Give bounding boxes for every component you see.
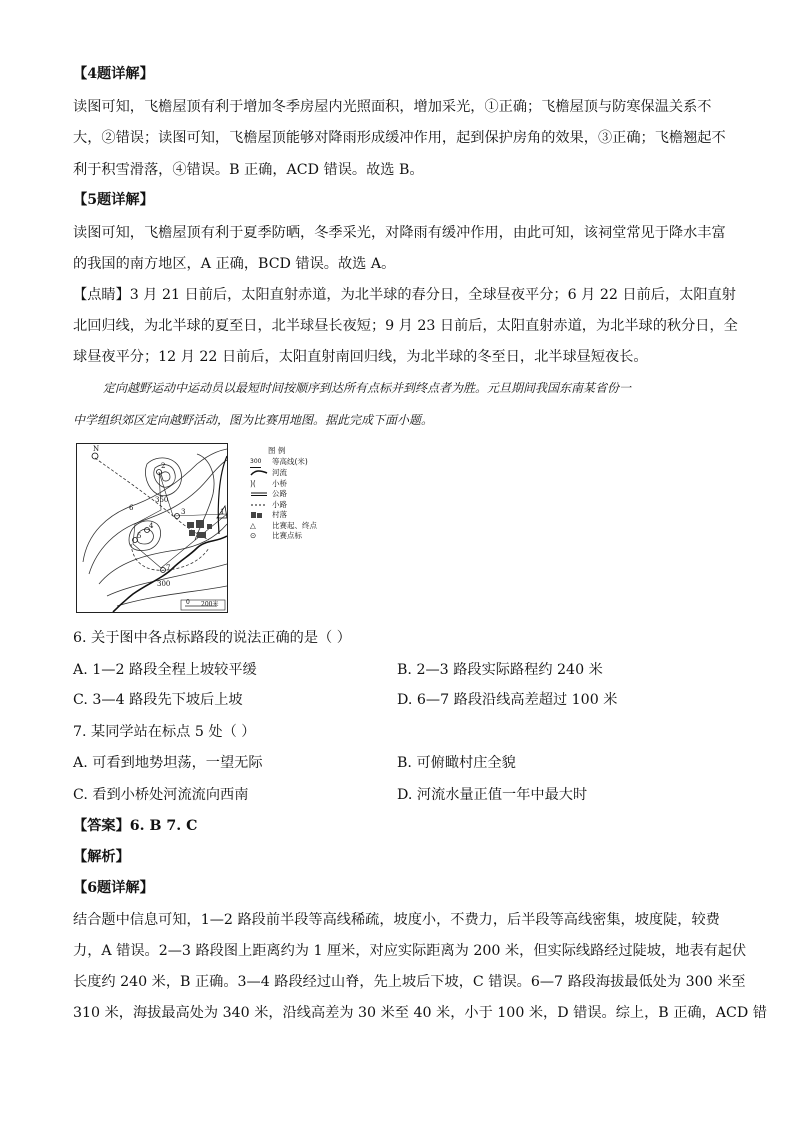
q6-explanation-line: 结合题中信息可知，1—2 路段前半段等高线稀疏，坡度小，不费力，后半段等高线密集，坡度陡，较费 bbox=[73, 912, 720, 928]
triangle-icon: △ bbox=[250, 520, 256, 530]
q6-option-c: C. 3—4 路段先下坡后上坡 bbox=[73, 692, 243, 708]
legend-item: △ 比赛起、终点 bbox=[250, 520, 317, 530]
analysis-heading: 【解析】 bbox=[73, 849, 130, 865]
map-legend bbox=[250, 446, 317, 542]
intro-line: 中学组织郊区定向越野活动，图为比赛用地图。据此完成下面小题。 bbox=[73, 413, 434, 427]
control-point-label: 6 bbox=[129, 504, 134, 512]
legend-item: 小路 bbox=[250, 500, 317, 511]
village-icon bbox=[250, 511, 272, 519]
scale-text: 200米 bbox=[201, 601, 219, 608]
circle-icon: ⊙ bbox=[250, 531, 257, 540]
control-point-label: 4 bbox=[149, 522, 154, 530]
path-icon bbox=[250, 502, 272, 508]
q6-option-a: A. 1—2 路段全程上坡较平缓 bbox=[73, 662, 257, 678]
control-point-label: 3 bbox=[181, 508, 186, 516]
contour-label: 300 bbox=[157, 580, 171, 588]
north-arrow-label: N bbox=[93, 445, 100, 453]
legend-item: ⊙ 比赛点标 bbox=[250, 531, 302, 540]
q6-explanation-line: 310 米，海拔最高处为 340 米，沿线高差为 30 米至 40 米，小于 100 米，D 错误。综上，B 正确，ACD 错 bbox=[73, 1005, 767, 1021]
intro-line: 定向越野运动中运动员以最短时间按顺序到达所有点标并到终点者为胜。元旦期间我国东南某省份一 bbox=[103, 381, 632, 395]
q6-explanation-line: 力，A 错误。2—3 路段图上距离约为 1 厘米，对应实际距离为 200 米，但实际线路经过陡坡，地表有起伏 bbox=[73, 943, 747, 959]
q6-stem: 6. 关于图中各点标路段的说法正确的是（ ） bbox=[73, 630, 351, 646]
control-point-label: 7 bbox=[166, 564, 171, 572]
q4-paragraph-line: 读图可知，飞檐屋顶有利于增加冬季房屋内光照面积，增加采光，①正确；飞檐屋顶与防寒保温关系不 bbox=[73, 99, 712, 115]
q4-paragraph-line: 利于积雪滑落，④错误。B 正确，ACD 错误。故选 B。 bbox=[73, 162, 424, 178]
bridge-icon: )( bbox=[250, 478, 256, 488]
legend-title: 图 例 bbox=[268, 446, 286, 455]
q4-heading: 【4题详解】 bbox=[73, 66, 154, 82]
scale-zero: 0 bbox=[186, 599, 190, 606]
q7-option-d: D. 河流水量正值一年中最大时 bbox=[397, 787, 588, 803]
tip-line: 球昼夜平分；12 月 22 日前后，太阳直射南回归线，为北半球的冬至日，北半球昼短夜长。 bbox=[73, 349, 648, 365]
river-icon bbox=[250, 470, 272, 476]
q5-paragraph-line: 读图可知，飞檐屋顶有利于夏季防晒，冬季采光，对降雨有缓冲作用，由此可知，该祠堂常见于降水丰富 bbox=[73, 225, 726, 241]
q6-option-d: D. 6—7 路段沿线高差超过 100 米 bbox=[397, 692, 618, 708]
orienteering-map bbox=[76, 443, 228, 613]
q5-paragraph-line: 的我国的南方地区，A 正确，BCD 错误。故选 A。 bbox=[73, 256, 396, 272]
q6-explanation-heading: 【6题详解】 bbox=[73, 880, 154, 896]
q6-option-b: B. 2—3 路段实际路程约 240 米 bbox=[397, 662, 603, 678]
control-point-label: 1 bbox=[220, 508, 225, 516]
q7-option-b: B. 可俯瞰村庄全貌 bbox=[397, 755, 516, 771]
tip-line: 【点睛】3 月 21 日前后，太阳直射赤道，为北半球的春分日，全球昼夜平分；6 月 22 日前后，太阳直射 bbox=[73, 287, 736, 303]
legend-item: )( 小桥 bbox=[250, 478, 287, 488]
legend-item: 300 等高线(米) bbox=[250, 457, 308, 466]
road-icon bbox=[250, 491, 272, 497]
q7-stem: 7. 某同学站在标点 5 处（ ） bbox=[73, 724, 256, 740]
q7-option-a: A. 可看到地势坦荡，一望无际 bbox=[73, 755, 263, 771]
contour-label: 350 bbox=[155, 496, 169, 504]
control-point-label: 2 bbox=[161, 462, 166, 470]
q7-option-c: C. 看到小桥处河流流向西南 bbox=[73, 787, 249, 803]
legend-item: 河流 bbox=[250, 468, 317, 479]
q5-heading: 【5题详解】 bbox=[73, 192, 154, 208]
control-point-label: 5 bbox=[137, 532, 142, 540]
q6-explanation-line: 长度约 240 米，B 正确。3—4 路段经过山脊，先上坡后下坡，C 错误。6—7 路段海拔最低处为 300 米至 bbox=[73, 974, 746, 990]
q4-paragraph-line: 大，②错误；读图可知，飞檐屋顶能够对降雨形成缓冲作用，起到保护房角的效果，③正确；飞檐翘起不 bbox=[73, 130, 726, 146]
contour-icon: 300 bbox=[250, 457, 272, 469]
tip-line: 北回归线，为北半球的夏至日，北半球昼长夜短；9 月 23 日前后，太阳直射赤道，为北半球的秋分日，全 bbox=[73, 318, 738, 334]
answer-line: 【答案】6. B 7. C bbox=[73, 818, 198, 834]
legend-item: 村落 bbox=[250, 510, 317, 521]
legend-item: 公路 bbox=[250, 489, 317, 500]
